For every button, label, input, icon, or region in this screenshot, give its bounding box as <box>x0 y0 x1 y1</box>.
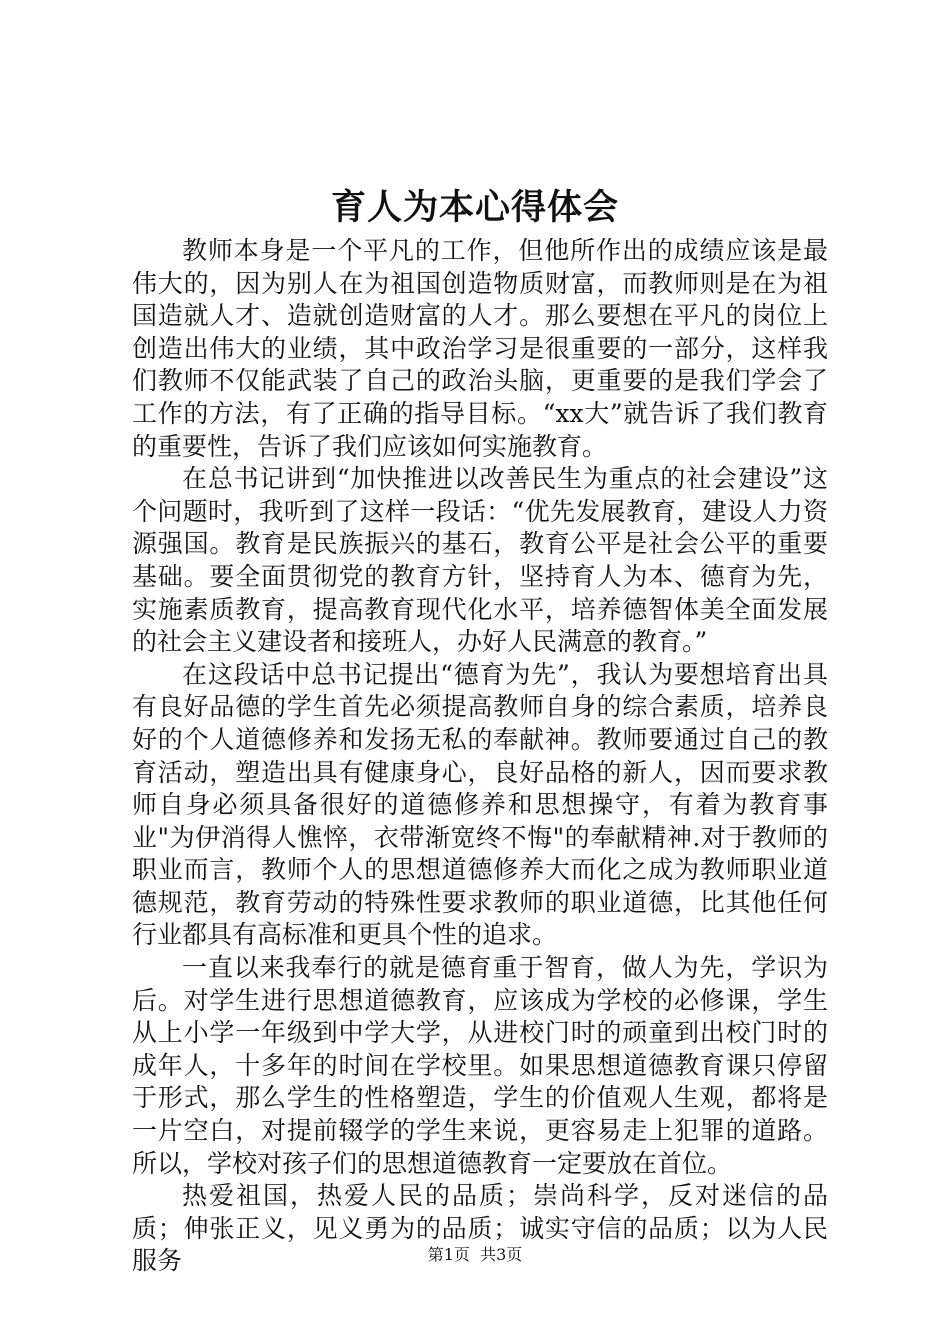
paragraph: 教师本身是一个平凡的工作，但他所作出的成绩应该是最伟大的，因为别人在为祖国创造物质财富，而教师则是在为祖国造就人才、造就创造财富的人才。那么要想在平凡的岗位上创造出伟大的业绩，其中政治学习是很重要的一部分，这样我们教师不仅能武装了自己的政治头脑，更重要的是我们学会了工作的方法，有了正确的指导目标。“xx大”就告诉了我们教育的重要性，告诉了我们应该如何实施教育。 <box>132 236 828 461</box>
page-number: 第1页 共3页 <box>427 1245 523 1264</box>
paragraph: 在总书记讲到“加快推进以改善民生为重点的社会建设”这个问题时，我听到了这样一段话：“优先发展教育，建设人力资源强国。教育是民族振兴的基石，教育公平是社会公平的重要基础。要全面贯彻党的教育方针，坚持育人为本、德育为先，实施素质教育，提高教育现代化水平，培养德智体美全面发展的社会主义建设者和接班人，办好人民满意的教育。” <box>132 464 828 657</box>
document-body <box>132 235 828 1278</box>
page-footer <box>0 1244 950 1266</box>
document-title: 育人为本心得体会 <box>330 188 619 228</box>
paragraph: 在这段话中总书记提出“德育为先”，我认为要想培育出具有良好品德的学生首先必须提高教师自身的综合素质，培养良好的个人道德修养和发扬无私的奉献神。教师要通过自己的教育活动，塑造出具有健康身心，良好品格的新人，因而要求教师自身必须具备很好的道德修养和思想操守，有着为教育事业"为伊消得人憔悴，衣带渐宽终不悔"的奉献精神.对于教师的职业而言，教师个人的思想道德修养大而化之成为教师职业道德规范，教育劳动的特殊性要求教师的职业道德，比其他任何行业都具有高标准和更具个性的追求。 <box>132 659 828 950</box>
paragraph: 一直以来我奉行的就是德育重于智育，做人为先，学识为后。对学生进行思想道德教育，应该成为学校的必修课，学生从上小学一年级到中学大学，从进校门时的顽童到出校门时的成年人，十多年的时间在学校里。如果思想道德教育课只停留于形式，那么学生的性格塑造，学生的价值观人生观，都将是一片空白，对提前辍学的学生来说，更容易走上犯罪的道路。所以，学校对孩子们的思想道德教育一定要放在首位。 <box>132 953 828 1178</box>
paragraph: 热爱祖国，热爱人民的品质；崇尚科学，反对迷信的品质；伸张正义，见义勇为的品质；诚实守信的品质；以为人民服务 <box>132 1181 828 1276</box>
